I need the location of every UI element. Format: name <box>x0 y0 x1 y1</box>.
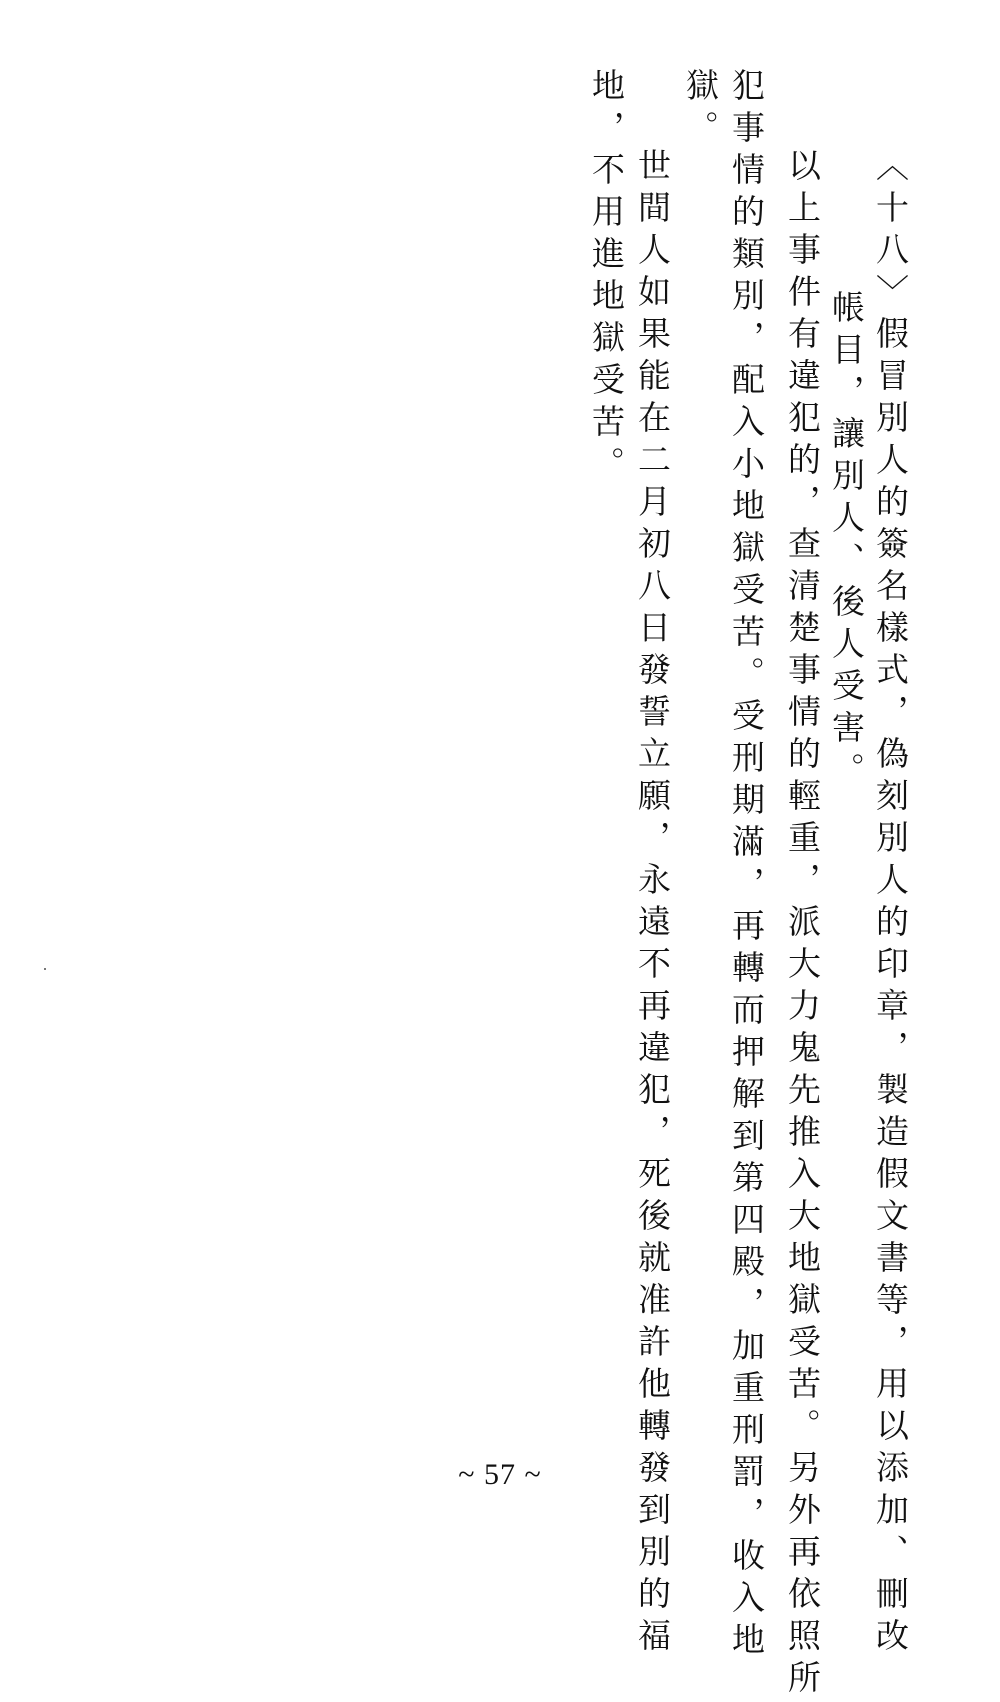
item-18-text-line-2: 帳目，讓別人、後人受害。 <box>827 290 866 794</box>
paragraph-1-line-2: 犯事情的類別，配入小地獄受苦。受刑期滿，再轉而押解到第四殿，加重刑罰，收入地 <box>727 68 766 1664</box>
paragraph-1-line-3: 獄。 <box>681 68 720 152</box>
scan-speck <box>44 968 46 970</box>
item-18-text-line-1: 〈十八〉假冒別人的簽名樣式，偽刻別人的印章，製造假文書等，用以添加、刪改 <box>871 148 910 1660</box>
paragraph-1-line-1: 以上事件有違犯的，查清楚事情的輕重，派大力鬼先推入大地獄受苦。另外再依照所 <box>783 148 822 1702</box>
paragraph-2-line-1: 世間人如果能在二月初八日發誓立願，永遠不再違犯，死後就准許他轉發到別的福 <box>633 148 672 1660</box>
paragraph-2-line-2: 地，不用進地獄受苦。 <box>587 68 626 488</box>
page-number: ~ 57 ~ <box>458 1458 542 1491</box>
